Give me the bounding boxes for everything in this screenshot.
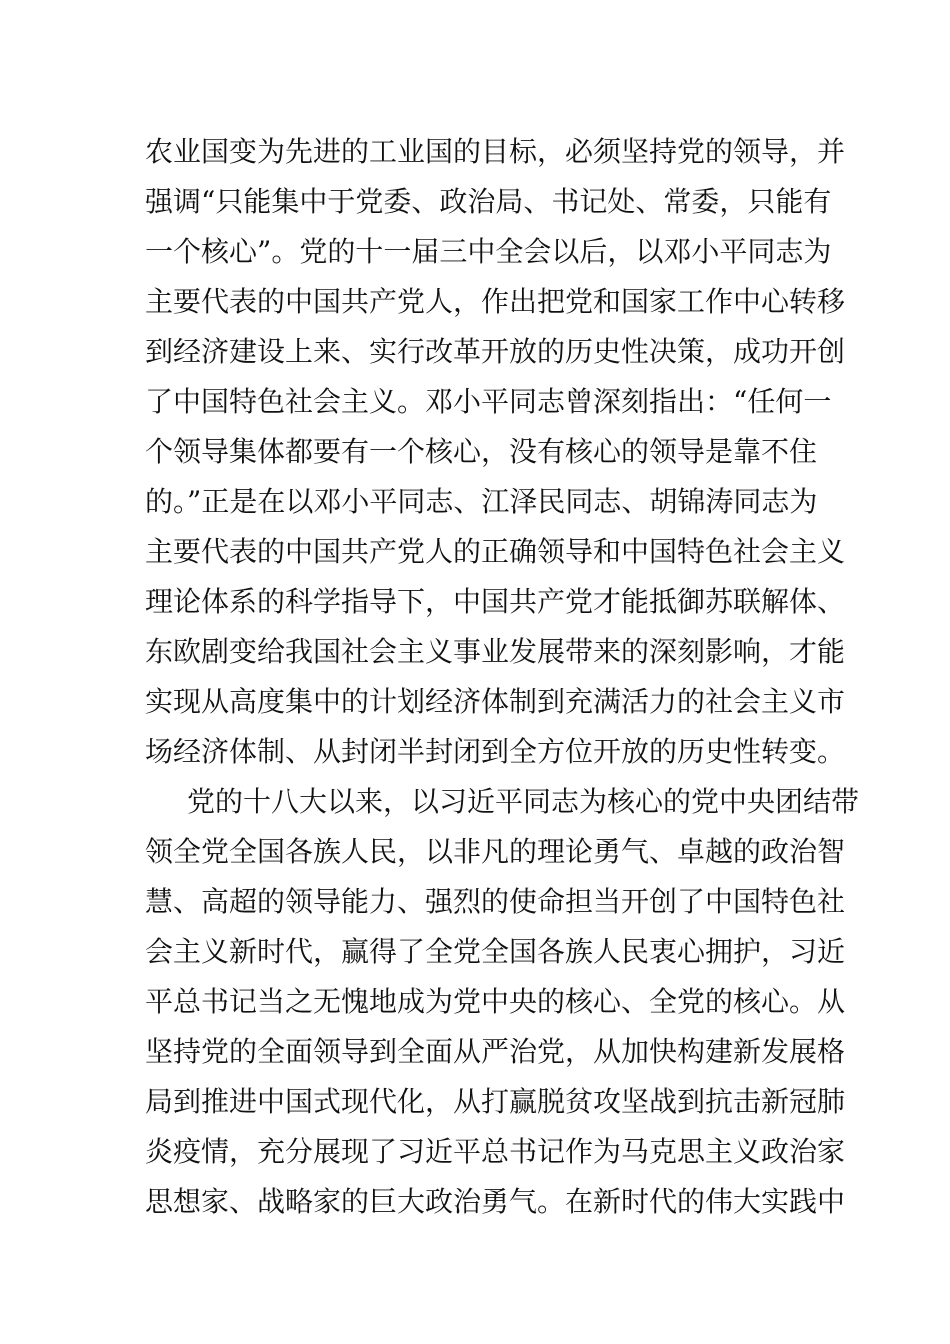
text-line: 主要代表的中国共产党人，作出把党和国家工作中心转移: [145, 285, 846, 318]
paragraph-start-line: 党的十八大以来，以习近平同志为核心的党中央团结带: [187, 785, 860, 818]
text-line: 局到推进中国式现代化，从打赢脱贫攻坚战到抗击新冠肺: [145, 1085, 846, 1118]
text-line: 到经济建设上来、实行改革开放的历史性决策，成功开创: [145, 335, 846, 368]
text-line: 主要代表的中国共产党人的正确领导和中国特色社会主义: [145, 535, 846, 568]
text-line: 实现从高度集中的计划经济体制到充满活力的社会主义市: [145, 685, 846, 718]
text-line: 农业国变为先进的工业国的目标，必须坚持党的领导，并: [145, 135, 846, 168]
text-line: 领全党全国各族人民，以非凡的理论勇气、卓越的政治智: [145, 835, 846, 868]
text-line: 炎疫情，充分展现了习近平总书记作为马克思主义政治家: [145, 1135, 846, 1168]
text-line: 的。”正是在以邓小平同志、江泽民同志、胡锦涛同志为: [145, 485, 818, 518]
text-line: 东欧剧变给我国社会主义事业发展带来的深刻影响，才能: [145, 635, 846, 668]
text-line: 了中国特色社会主义。邓小平同志曾深刻指出：“任何一: [145, 385, 832, 418]
text-line: 场经济体制、从封闭半封闭到全方位开放的历史性转变。: [145, 735, 846, 768]
text-line: 一个核心”。党的十一届三中全会以后，以邓小平同志为: [145, 235, 832, 268]
text-line: 慧、高超的领导能力、强烈的使命担当开创了中国特色社: [145, 885, 846, 918]
text-line: 坚持党的全面领导到全面从严治党，从加快构建新发展格: [145, 1035, 846, 1068]
text-line: 平总书记当之无愧地成为党中央的核心、全党的核心。从: [145, 985, 846, 1018]
text-line: 强调“只能集中于党委、政治局、书记处、常委，只能有: [145, 185, 832, 218]
text-line: 理论体系的科学指导下，中国共产党才能抵御苏联解体、: [145, 585, 846, 618]
text-line: 个领导集体都要有一个核心，没有核心的领导是靠不住: [145, 435, 818, 468]
text-line: 会主义新时代，赢得了全党全国各族人民衷心拥护，习近: [145, 935, 846, 968]
body-text: [145, 127, 860, 1227]
text-line: 思想家、战略家的巨大政治勇气。在新时代的伟大实践中: [145, 1185, 846, 1218]
